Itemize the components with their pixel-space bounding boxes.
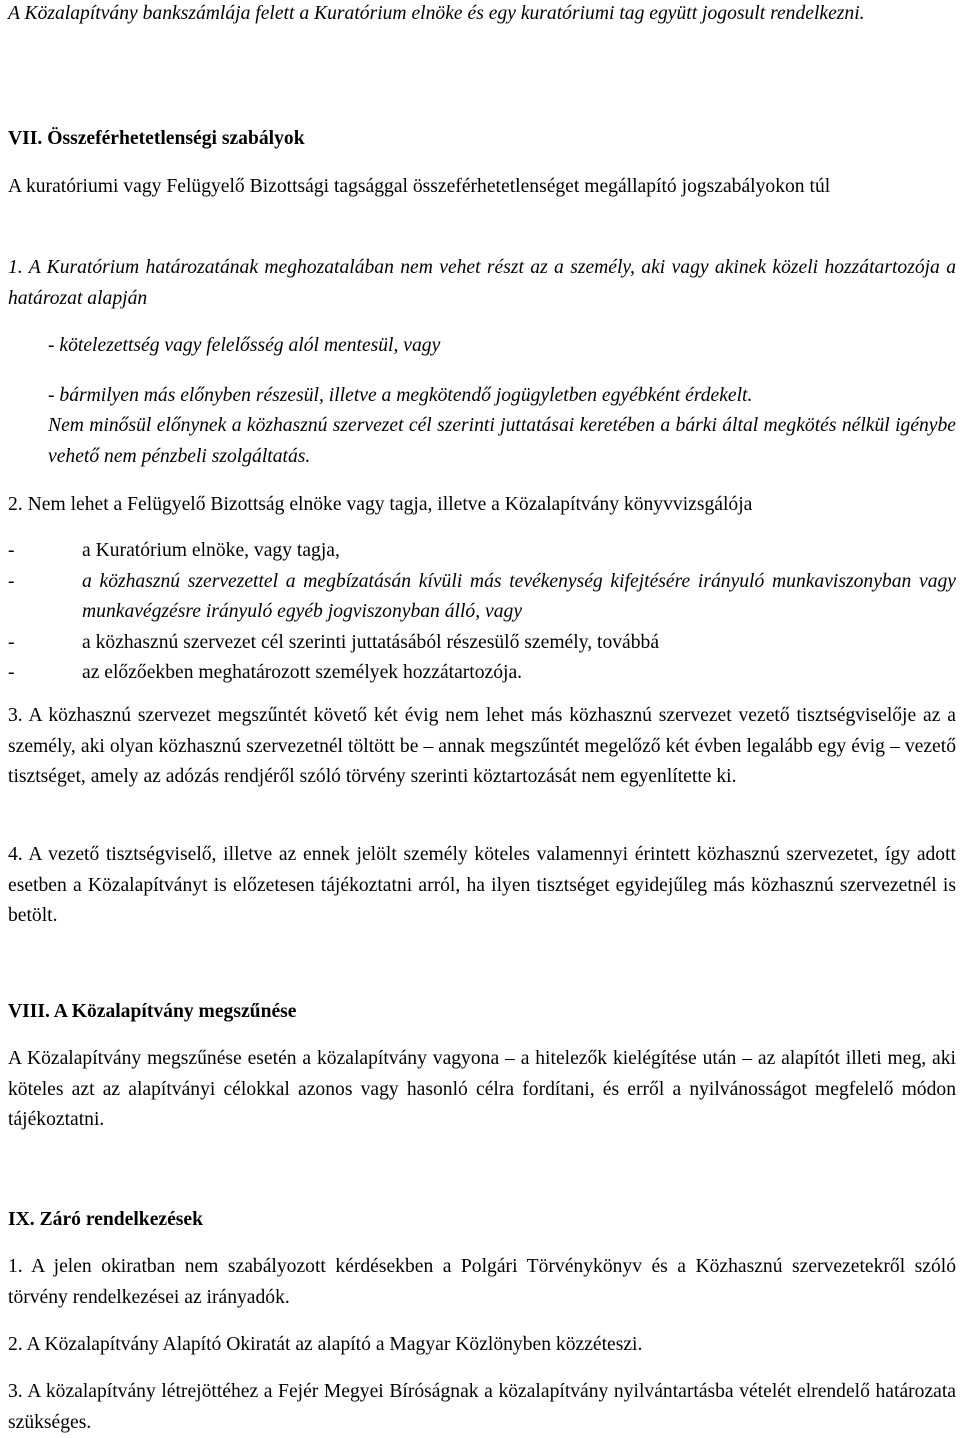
section-8-paragraph: A Közalapítvány megszűnése esetén a közalapítvány vagyona – a hitelezők kielégítése után – az alapítót illeti meg, aki köteles azt az alapítványi célokkal azonos vagy hasonló célra fordítani, és erről a nyilvánosságot megfelelő módon tájékoztatni. (8, 1048, 956, 1130)
section-7-point-4: 4. A vezető tisztségviselő, illetve az ennek jelölt személy köteles valamennyi érintett közhasznú szervezetet, így adott esetben a Közalapítványt is előzetesen tájékoztatni arról, ha ilyen tisztséget egyidejűleg más közhasznú szervezetnél is betölt. (8, 844, 956, 926)
section-9-point-3-block (8, 1377, 956, 1438)
section-7-point-4-block (8, 840, 956, 932)
dash-marker: - (8, 631, 15, 653)
section-8-paragraph-block (8, 1044, 956, 1136)
section-7-intro-block (8, 172, 956, 203)
section-7-point-3: 3. A közhasznú szervezet megszűntét követő két évig nem lehet más közhasznú szervezet vezető tisztségviselője az a személy, aki olyan közhasznú szervezetnél töltött be – annak megszűntét megelőző két évben legalább egy évig – vezető tisztséget, amely az adózás rendjéről szóló törvény szerinti köztartozását nem egyenlítette ki. (8, 705, 956, 787)
section-9-heading-block (8, 1205, 956, 1236)
intro-paragraph: A Közalapítvány bankszámlája felett a Kuratórium elnöke és egy kuratóriumi tag együtt jogosult rendelkezni. (8, 3, 865, 24)
section-7-point-2-block (8, 490, 956, 521)
section-9-point-2: 2. A Közalapítvány Alapító Okiratát az alapító a Magyar Közlönyben közzéteszi. (8, 1334, 643, 1355)
section-9-point-1-block (8, 1252, 956, 1313)
section-7-point-2-list (8, 536, 956, 689)
dash-marker: - (8, 540, 15, 561)
section-8-heading-block (8, 997, 956, 1028)
section-7-point-1-item-1-block (48, 331, 956, 362)
dash-marker: - (8, 570, 15, 592)
section-7-point-1-note-block (48, 411, 956, 472)
dash-marker: - (8, 662, 15, 683)
section-7-point-1-item-2-block (48, 381, 956, 412)
list-item-text: a közhasznú szervezettel a megbízatásán kívüli más tevékenység kifejtésére irányuló munkaviszonyban vagy munkavégzésre irányuló egyéb jogviszonyban álló, vagy (82, 570, 956, 622)
section-7-intro: A kuratóriumi vagy Felügyelő Bizottsági tagsággal összeférhetetlenséget megállapító jogszabályokon túl (8, 176, 831, 197)
section-8-heading: VIII. A Közalapítvány megszűnése (8, 1001, 297, 1022)
section-9-point-2-block (8, 1330, 956, 1361)
section-7-heading-block (8, 124, 956, 155)
section-7-point-1-note: Nem minősül előnynek a közhasznú szervezet cél szerinti juttatásai keretében a bárki által megkötés nélkül igénybe vehető nem pénzbeli szolgáltatás. (48, 415, 956, 467)
section-7-point-1-block (8, 253, 956, 314)
list-item-text: az előzőekben meghatározott személyek hozzátartozója. (82, 662, 523, 683)
list-item-text: a közhasznú szervezet cél szerinti juttatásából részesülő személy, továbbá (82, 631, 660, 653)
intro-block (8, 0, 956, 30)
section-7-heading: VII. Összeférhetetlenségi szabályok (8, 128, 305, 149)
section-7-point-1-item-1: - kötelezettség vagy felelősség alól mentesül, vagy (48, 335, 441, 356)
list-item (8, 658, 956, 689)
section-9-point-1: 1. A jelen okiratban nem szabályozott kérdésekben a Polgári Törvénykönyv és a Közhasznú szervezetekről szóló törvény rendelkezései az irányadók. (8, 1256, 956, 1308)
list-item-text: a Kuratórium elnöke, vagy tagja, (82, 540, 340, 561)
section-9-heading: IX. Záró rendelkezések (8, 1209, 204, 1230)
section-7-point-3-block (8, 701, 956, 793)
section-7-point-1-item-2: - bármilyen más előnyben részesül, illetve a megkötendő jogügyletben egyébként érdekelt. (48, 385, 753, 406)
list-item (8, 536, 956, 567)
section-7-point-1: 1. A Kuratórium határozatának meghozatalában nem vehet részt az a személy, aki vagy akinek közeli hozzátartozója a határozat alapján (8, 257, 956, 309)
list-item (8, 567, 956, 628)
list-item (8, 628, 956, 659)
section-9-point-3: 3. A közalapítvány létrejöttéhez a Fejér Megyei Bíróságnak a közalapítvány nyilvántartásba vételét elrendelő határozata szükséges. (8, 1381, 956, 1433)
section-7-point-2: 2. Nem lehet a Felügyelő Bizottság elnöke vagy tagja, illetve a Közalapítvány könyvvizsgálója (8, 494, 753, 515)
